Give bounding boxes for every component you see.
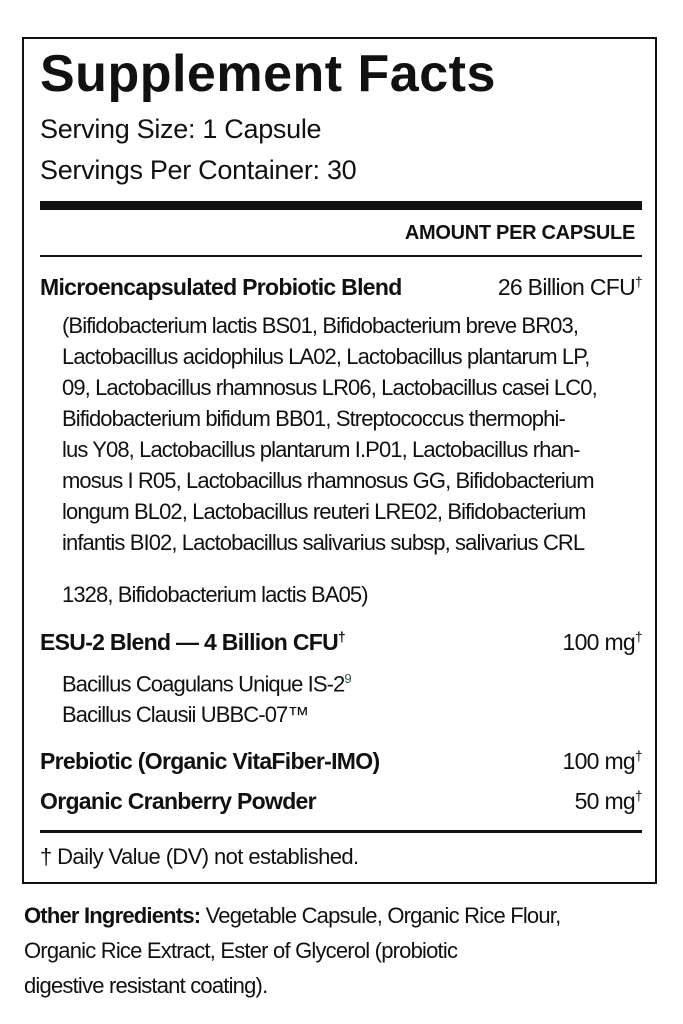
ingredient-row	[40, 748, 642, 775]
blend-line: Bacillus Coagulans Unique $IS-2^9$	[62, 671, 351, 697]
ingredient-amount: 50 mg†	[574, 788, 642, 814]
blend-line: infantis BI02, Lactobacillus salivarius subsp, salivarius CRL	[62, 530, 585, 555]
ingredient-name: ESU-2 Blend — 4 Billion CFU†	[40, 629, 345, 655]
blend-line: (Bifidobacterium lactis BS01, Bifidobacterium breve BR03,	[62, 313, 579, 338]
ingredient-amount: 100 mg†	[562, 629, 642, 655]
ingredient-row	[40, 629, 642, 656]
amount-per-capsule-header: AMOUNT PER CAPSULE	[404, 222, 635, 244]
ingredient-row	[40, 274, 642, 301]
panel-title: Supplement Facts	[40, 45, 496, 103]
blend-line: lus Y08, Lactobacillus plantarum I.P01, Lactobacillus rhan-	[62, 437, 580, 462]
servings-per-container: Servings Per Container: 30	[40, 155, 357, 185]
ingredient-name: Microencapsulated Probiotic Blend	[40, 274, 402, 300]
divider	[40, 255, 642, 257]
ingredient-amount: 26 Billion CFU†	[497, 274, 642, 300]
blend-line: longum BL02, Lactobacillus reuteri LRE02, Bifidobacterium	[62, 499, 586, 524]
blend-line: mosus I R05, Lactobacillus rhamnosus GG, Bifidobacterium	[62, 468, 594, 493]
blend-line: 09, Lactobacillus rhamnosus LR06, Lactobacillus casei LC0,	[62, 375, 597, 400]
blend-line: Lactobacillus acidophilus LA02, Lactobacillus plantarum LP,	[62, 344, 590, 369]
other-ingredients-line: Organic Rice Extract, Ester of Glycerol (probiotic	[24, 938, 458, 963]
other-ingredients-line: digestive resistant coating).	[24, 973, 268, 998]
blend-line: 1328, Bifidobacterium lactis BA05)	[62, 582, 368, 607]
divider	[40, 830, 642, 833]
ingredient-name: Prebiotic (Organic VitaFiber-IMO)	[40, 748, 380, 774]
footnote: † Daily Value (DV) not established.	[40, 844, 359, 869]
other-ingredients: Other Ingredients: Vegetable Capsule, Organic Rice Flour,	[24, 903, 561, 928]
serving-size: Serving Size: 1 Capsule	[40, 114, 322, 144]
ingredient-amount: 100 mg†	[562, 748, 642, 774]
blend-line: Bifidobacterium bifidum BB01, Streptococcus thermophi-	[62, 406, 565, 431]
ingredient-name: Organic Cranberry Powder	[40, 788, 316, 814]
thick-divider	[40, 201, 642, 210]
ingredient-row	[40, 788, 642, 815]
blend-line: Bacillus Clausii UBBC-07™	[62, 702, 309, 727]
